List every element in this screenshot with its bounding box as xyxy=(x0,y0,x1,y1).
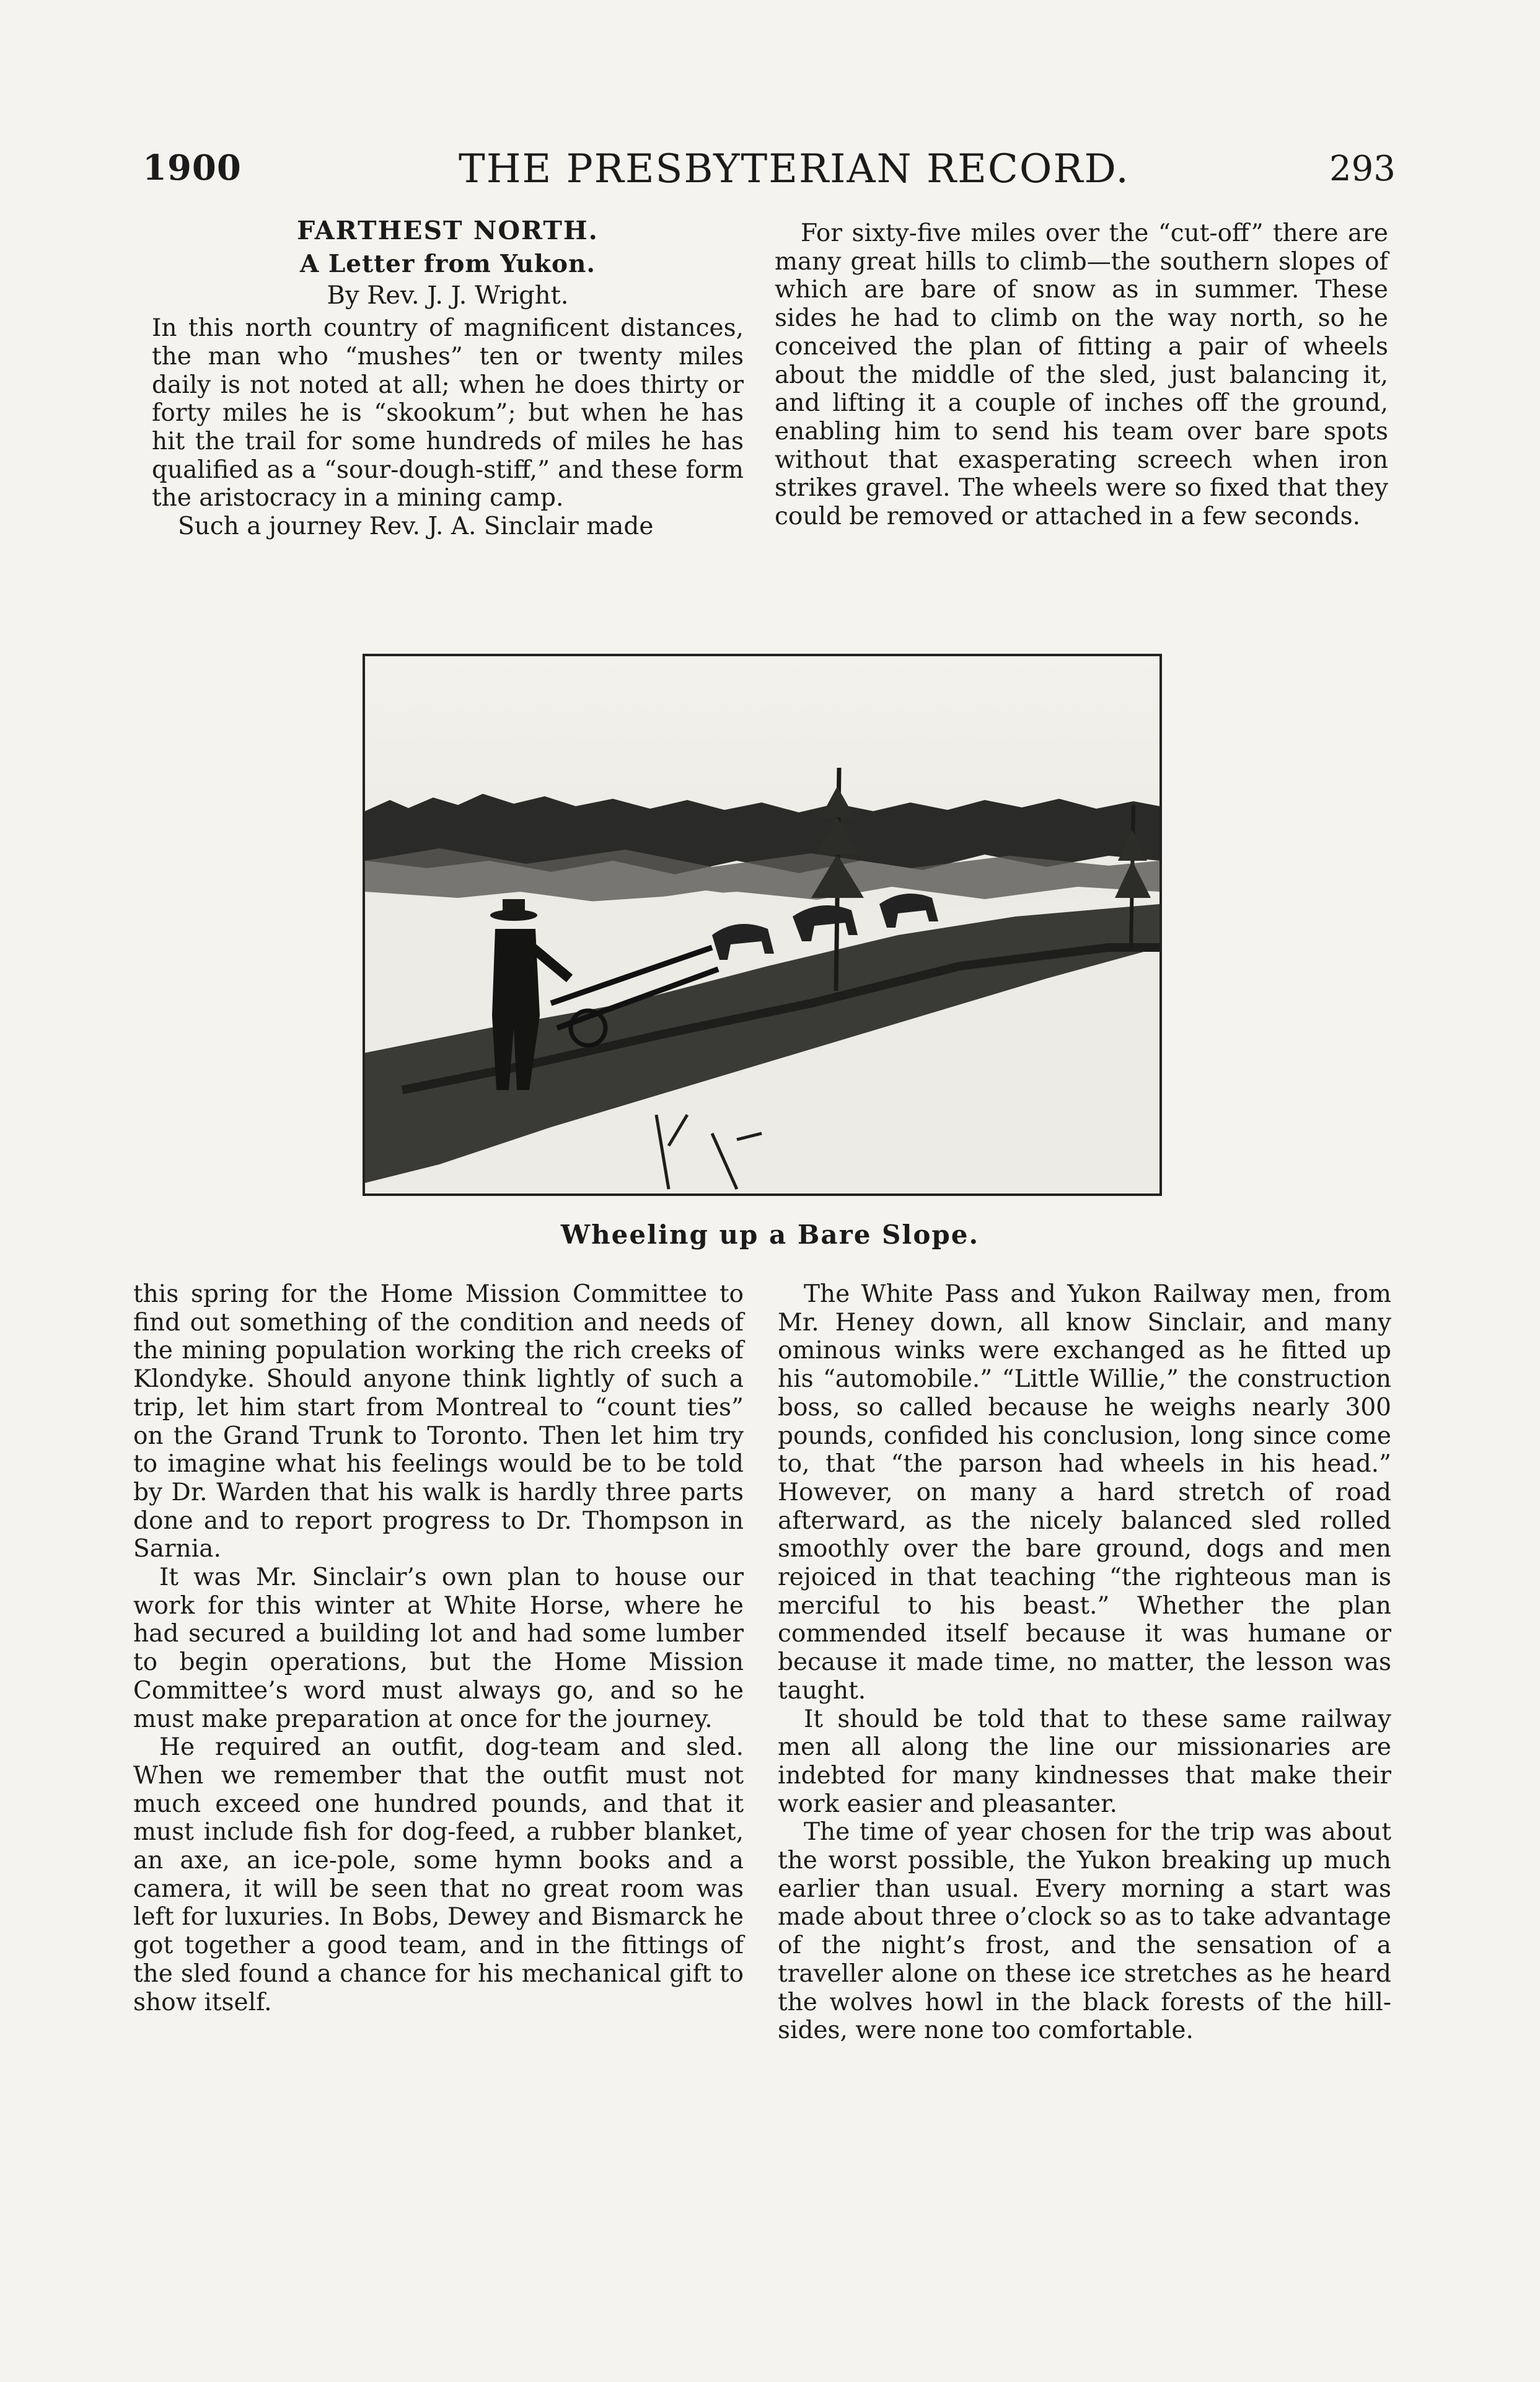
header-year: 1900 xyxy=(143,147,242,188)
paragraph: The White Pass and Yukon Railway men, from Mr. Heney down, all know Sinclair, and many ominous winks were exchanged as he fitted up his “automobile.” “Little Willie,” the construction boss, so called because he weighs nearly 300 pounds, confided his conclusion, long since come to, that “the parson had wheels in his head.” However, on many a hard stretch of road afterward, as the nicely balanced sled rolled smoothly over the bare ground, dogs and men rejoiced in that teaching “the righteous man is merciful to his beast.” Whether the plan commended itself because it was humane or because it made time, no matter, the lesson was taught. xyxy=(778,1280,1391,1705)
column-top-left xyxy=(152,217,744,541)
paragraph: The time of year chosen for the trip was about the worst possible, the Yukon breaking up much earlier than usual. Every morning a start was made about three o’clock so as to take advantage of the night’s frost, and the sensation of a traveller alone on these ice stretches as he heard the wolves howl in the black forests of the hill-sides, were none too comfortable. xyxy=(778,1818,1391,2045)
paragraph: He required an outfit, dog-team and sled. When we remember that the outfit must not much exceed one hundred pounds, and that it must include fish for dog-feed, a rubber blanket, an axe, an ice-pole, some hymn books and a camera, it will be seen that no great room was left for luxuries. In Bobs, Dewey and Bismarck he got together a good team, and in the fittings of the sled found a chance for his mechanical gift to show itself. xyxy=(133,1733,744,2016)
paragraph: Such a journey Rev. J. A. Sinclair made xyxy=(178,512,654,541)
photo-illustration xyxy=(365,656,1159,1193)
photo-caption: Wheeling up a Bare Slope. xyxy=(560,1220,980,1250)
page-header xyxy=(0,0,1540,204)
article-subtitle: A Letter from Yukon. xyxy=(300,249,596,278)
paragraph: For sixty-five miles over the “cut-off” there are many great hills to climb—the southern slopes of which are bare of snow as in summer. These sides he had to climb on the way north, so he conceived the plan of fitting a pair of wheels about the middle of the sled, just balancing it, and lifting it a couple of inches off the ground, enabling him to send his team over bare spots without that exasperating screech when iron strikes gravel. The wheels were so fixed that they could be removed or attached in a few seconds. xyxy=(775,219,1388,531)
paragraph: In this north country of magnificent distances, the man who “mushes” ten or twenty miles daily is not noted at all; when he does thirty or forty miles he is “skookum”; but when he has hit the trail for some hundreds of miles he has qualified as a “sour-dough-stiff,” and these form the aristocracy in a mining camp. xyxy=(152,314,744,512)
article-title: FARTHEST NORTH. xyxy=(297,216,599,245)
photo-dog-sled xyxy=(363,654,1162,1196)
article-byline: By Rev. J. J. Wright. xyxy=(327,281,569,310)
page-number: 293 xyxy=(1329,149,1396,189)
column-bottom-right xyxy=(778,1280,1391,2045)
column-top-right xyxy=(775,219,1388,531)
paragraph: It should be told that to these same railway men all along the line our missionaries are indebted for many kindnesses that make their work easier and pleasanter. xyxy=(778,1705,1391,1818)
paragraph: It was Mr. Sinclair’s own plan to house our work for this winter at White Horse, where he had secured a building lot and had some lumber to begin operations, but the Home Mission Committee’s word must always go, and so he must make preparation at once for the journey. xyxy=(133,1563,744,1733)
journal-title: THE PRESBYTERIAN RECORD. xyxy=(459,146,1130,192)
column-bottom-left xyxy=(133,1280,744,2016)
paragraph: this spring for the Home Mission Committee to find out something of the condition and needs of the mining population working the rich creeks of Klondyke. Should anyone think lightly of such a trip, let him start from Montreal to “count ties” on the Grand Trunk to Toronto. Then let him try to imagine what his feelings would be to be told by Dr. Warden that his walk is hardly three parts done and to report progress to Dr. Thompson in Sarnia. xyxy=(133,1280,744,1563)
